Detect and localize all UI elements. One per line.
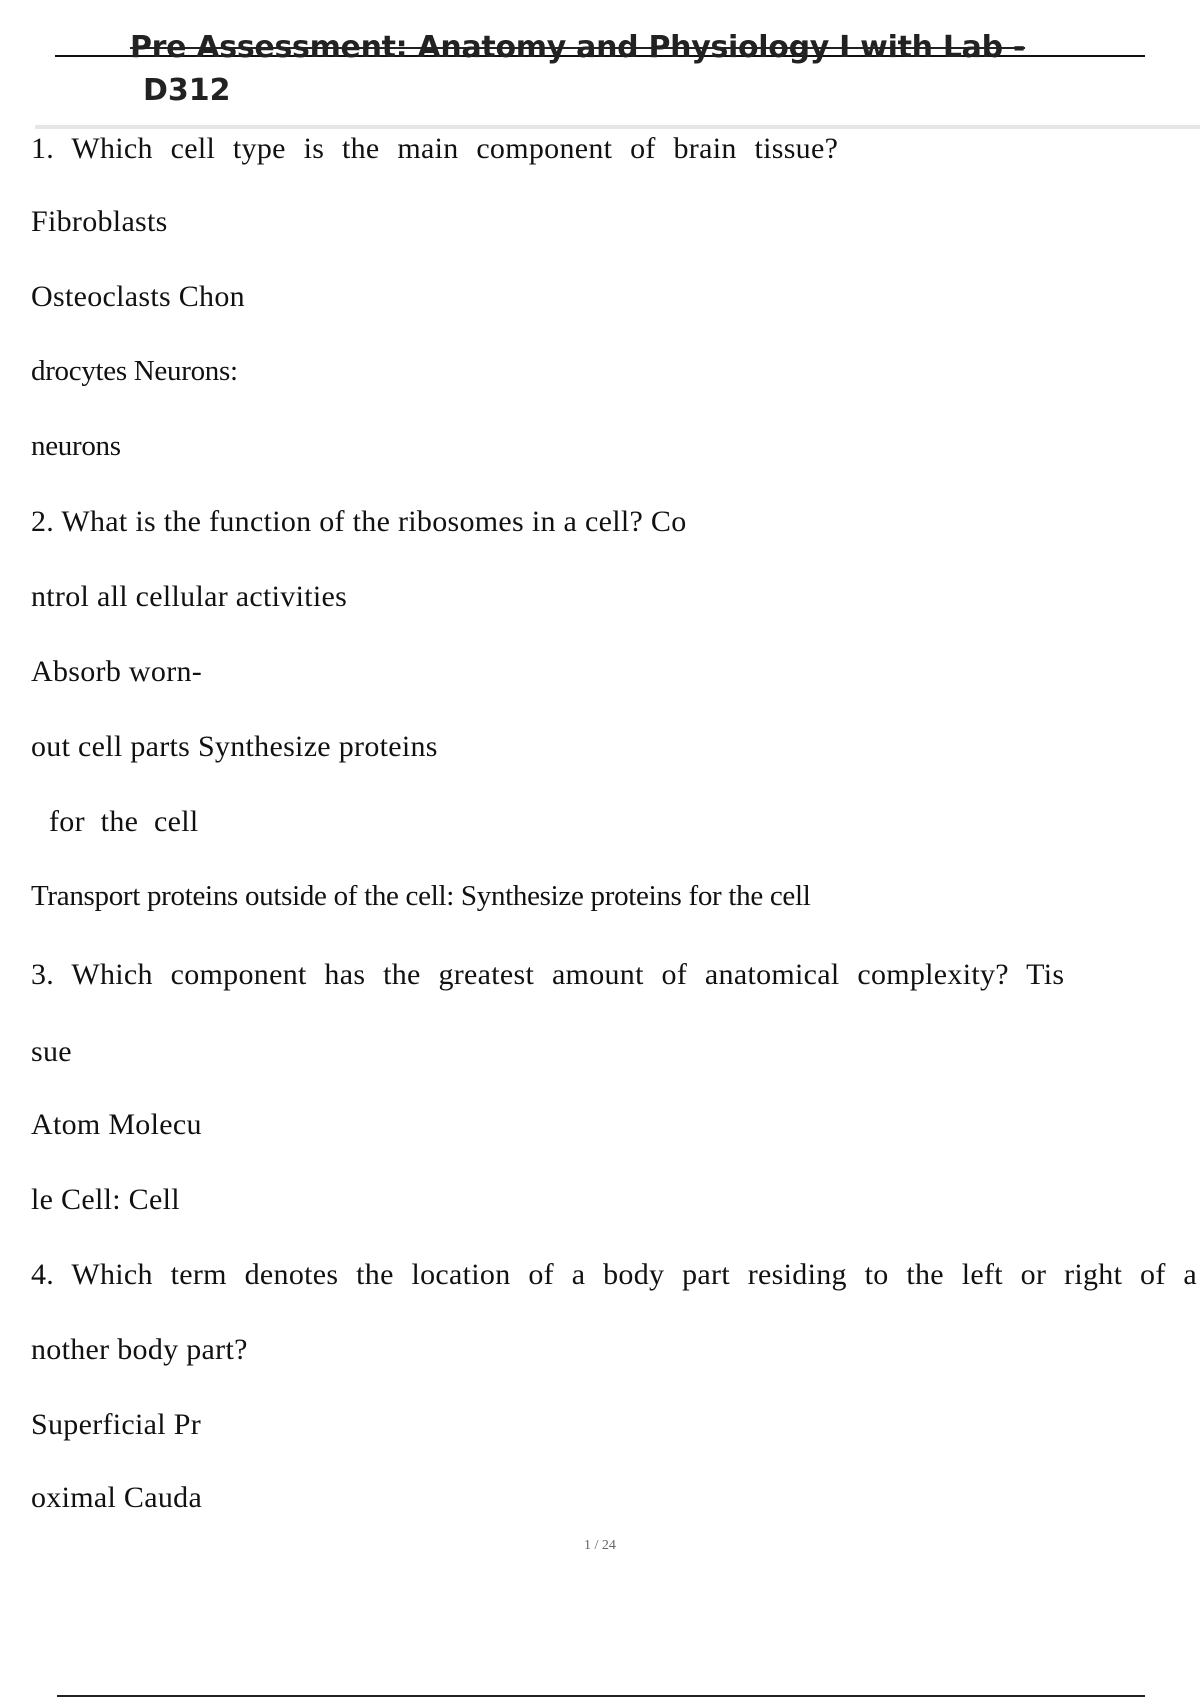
question-4: 4. Which term denotes the location of a body part residing to the left or right of a — [31, 1258, 1198, 1291]
answer-option: le Cell: Cell — [31, 1183, 180, 1216]
answer-option: sue — [31, 1035, 72, 1068]
answer-option: Osteoclasts Chon — [31, 280, 245, 313]
answer-option: ntrol all cellular activities — [31, 580, 348, 613]
answer-key: Transport proteins outside of the cell: Synthesize proteins for the cell — [31, 880, 811, 912]
course-code: D312 — [143, 73, 231, 108]
question-2: 2. What is the function of the ribosomes in a cell? Co — [31, 505, 687, 538]
answer-option: oximal Cauda — [31, 1481, 203, 1514]
answer-option: for the cell — [49, 805, 199, 838]
answer-option: Absorb worn- — [31, 655, 203, 688]
answer-option: Fibroblasts — [31, 205, 168, 238]
question-1: 1. Which cell type is the main component of brain tissue? — [31, 132, 839, 165]
header-separator — [35, 125, 1200, 129]
answer-option: Atom Molecu — [31, 1108, 202, 1141]
document-title: Pre Assessment: Anatomy and Physiology I with Lab - — [130, 30, 1026, 65]
question-3: 3. Which component has the greatest amount of anatomical complexity? Tis — [31, 958, 1065, 991]
answer-option: neurons — [31, 430, 121, 462]
page-number: 1 / 24 — [584, 1538, 616, 1553]
answer-option: Superficial Pr — [31, 1408, 201, 1441]
answer-option: drocytes Neurons: — [31, 355, 238, 387]
question-4-continued: nother body part? — [31, 1333, 248, 1366]
bottom-rule — [57, 1695, 1145, 1697]
answer-option: out cell parts Synthesize proteins — [31, 730, 438, 763]
